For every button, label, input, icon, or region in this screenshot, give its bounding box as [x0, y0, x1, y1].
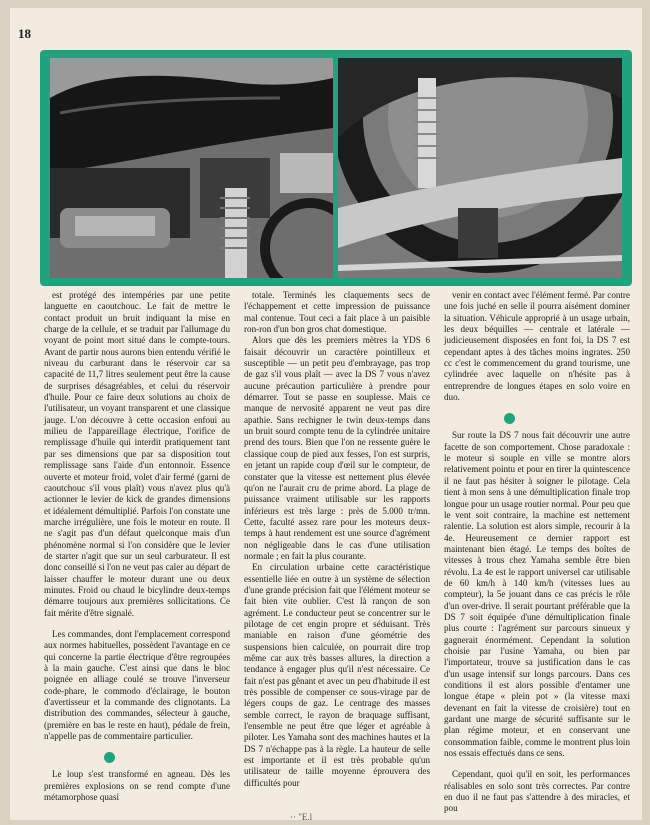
paragraph: Sur route la DS 7 nous fait découvrir une autre facette de son comportement. Chose paradoxale : le moteur si souple en ville se montre alors relativement pointu et pour en tirer la quintescence il ne faut pas hésiter à soigner le pilotage. Cela tient à mon sens à une démultiplication finale trop longue pour un usage routier normal. Pour peu que le vent soit contraire, la machine est nettement ralentie. La solution est alors simple, recourir à la 4e. Heureusement ce dernier rapport est maintenant bien étagé. Le temps des boîtes de vitesses à trous chez Yamaha semble être bien révolu. La 4e est le rapport universel car utilisable de 60 km/h à 140 km/h (vitesses lues au compteur), la 5e jouant dans ce cas précis le rôle d'un over-drive. Il serait pourtant préférable que la DS 7 soit équipée d'une démultiplication finale plus courte : l'agrément sur parcours sinueux y gagnerait énormément. Cependant la solution choisie par l'usine Yamaha, ou bien par l'importateur, trouve sa justification dans le cas d'un usage intensif sur longs parcours. Dans ces conditions il est alors possible d'entamer une longue étape « plein pot » (la vitesse maxi devenant en fait la vitesse de croisière) tout en gardant une marge de sécurité suffisante sur le plan régime moteur, et en conservant une consommation faible, comme le montrent plus loin nos essais effectués dans ce sens.	[444, 430, 630, 759]
paragraph: Le loup s'est transformé en agneau. Dès les premières explosions on se rend compte d'une métamorphose quasi	[44, 769, 230, 803]
section-bullet	[504, 413, 515, 424]
photo-panel	[40, 50, 632, 286]
article-column-2	[244, 290, 430, 810]
paragraph: Les commandes, dont l'emplacement correspond aux normes habituelles, possèdent l'avantage en ce qui concerne la partie électrique d'être regroupées à la main gauche. C'est ainsi que dans le bloc poignée en alliage coulé se trouve l'inverseur code-phare, le commodo d'éclairage, le bouton d'avertisseur et la commande des clignotants. La distribution des commandes, sélecteur à gauche, (première en bas le reste en haut), pédale de frein, n'appelle pas de commentaire particulier.	[44, 628, 230, 742]
paragraph: totale. Terminés les claquements secs de l'échappement et cette impression de puissance mal contenue. Tout ceci a fait place à un paisible ron-ron d'un bon gros chat domestique.	[244, 290, 430, 335]
section-bullet	[104, 752, 115, 763]
photo-motorcycle-rear-shock	[338, 58, 622, 278]
magazine-page	[10, 8, 642, 820]
paragraph: venir en contact avec l'élément fermé. Par contre une fois juché en selle il pourra aisément dominer la situation. Véhicule approprié à un usage urbain, les deux béquilles — centrale et latérale — judicieusement disposées en font foi, la DS 7 est cependant aptes à des tâches moins ingrates. 250 cc c'est le commencement du grand tourisme, une cylindrée avec laquelle on n'hésite pas à entreprendre de longues étapes en solo voire en duo.	[444, 290, 630, 403]
paragraph: En circulation urbaine cette caractéristique essentielle liée en outre à un système de sélection d'une grande précision fait que l'élément moteur se fait bien vite oublier. C'est là rançon de son agrément. Le conducteur peut se concentrer sur le pilotage de cet engin propre et séduisant. Très maniable en raison d'une géométrie des suspensions bien calculée, on pourrait dire trop même car aux très basses allures, la direction a tendance à engager plus qu'il n'est nécessaire. Ce fait n'est pas gênant et avec un peu d'habitude il est très possible de compenser ce sous-virage par de légers coups de gaz. Le centrage des masses semble correct, le rayon de braquage suffisant, l'ensemble ne peut être que léger et agréable à piloter. Les Yamaha sont des machines hautes et la DS 7 n'échappe pas à la règle. La hauteur de selle est importante et il est très probable qu'un utilisateur de taille moyenne éprouvera des difficultés pour	[244, 562, 430, 788]
article-columns	[44, 290, 630, 814]
paragraph: est protégé des intempéries par une petite languette en caoutchouc. Le fait de mettre le contact produit un bruit indiquant la mise en charge de la cellule, et se traduit par l'allumage du voyant de point mort situé dans le compte-tours. Avant de partir nous aurons bien entendu vérifié le niveau du carburant dans le réservoir car sa capacité de 11,7 litres seulement peut être la cause de surprises désagréables, et celui du réservoir d'huile. Pour ce faire deux solutions au choix de l'utilisateur, un voyant transparent et une classique jauge. L'on découvre à cette occasion enfoui au milieu de l'appareillage électrique, l'orifice de remplissage d'huile qui interdit pratiquement tant par ses dimensions que par sa disposition tout remplissage sans l'aide d'un entonnoir. Essence ouverte et moteur froid, volet d'air fermé (garni de caoutchouc s'il vous plaît) vous n'avez plus qu'à actionner le levier de kick de grandes dimensions et idéalement démultiplié. Parfois l'on constate une marche irrégulière, une fois le moteur en route. Il ne s'agit pas d'un défaut quelconque mais d'un phénomène normal si l'on considère que le levier de starter n'agit que sur un seul carburateur. Il est donc conseillé si l'on ne veut pas caler au départ de laisser chauffer le moteur durant une ou deux minutes. Froid ou chaud le bicylindre deux-temps démarre toujours aux premières sollicitations. Ce fait mérite d'être signalé.	[44, 290, 230, 618]
footer-mark: ·· "E.l	[290, 812, 313, 822]
paragraph: Cependant, quoi qu'il en soit, les performances réalisables en solo sont très correctes. Par contre en duo il ne faut pas s'attendre à des miracles, et pou	[444, 769, 630, 814]
photo-motorcycle-seat-battery	[50, 58, 333, 278]
page-number: 18	[18, 26, 31, 41]
article-column-3	[444, 290, 630, 814]
article-column-1	[44, 290, 230, 810]
paragraph: Alors que dès les premiers mètres la YDS 6 faisait découvrir un caractère pointilleux et susceptible — un petit peu d'embrayage, pas trop de gaz s'il vous plaît — avec la DS 7 vous n'avez aucune précaution particulière à prendre pour démarrer. Tout se passe en souplesse. Mais ce manque de nervosité apparent ne veut pas dire apathie. Sans rechigner le twin deux-temps dans un bruit sourd compte tenu de la cylindrée unitaire prend des tours. Bien que l'on ne ressente guère le classique coup de pied aux fesses, l'on est surpris, en jetant un rapide coup d'œil sur le compteur, de constater que la vitesse est nettement plus élevée qu'on ne l'aurait cru de prime abord. La plage de puissance vraiment utilisable sur les rapports inférieurs est très large : près de 5.000 tr/mn. Cette, faculté assez rare pour les moteurs deux-temps à haut rendement est une source d'agrément non négligeable dans le cas d'une utilisation normale ; en fait la plus courante.	[244, 335, 430, 561]
